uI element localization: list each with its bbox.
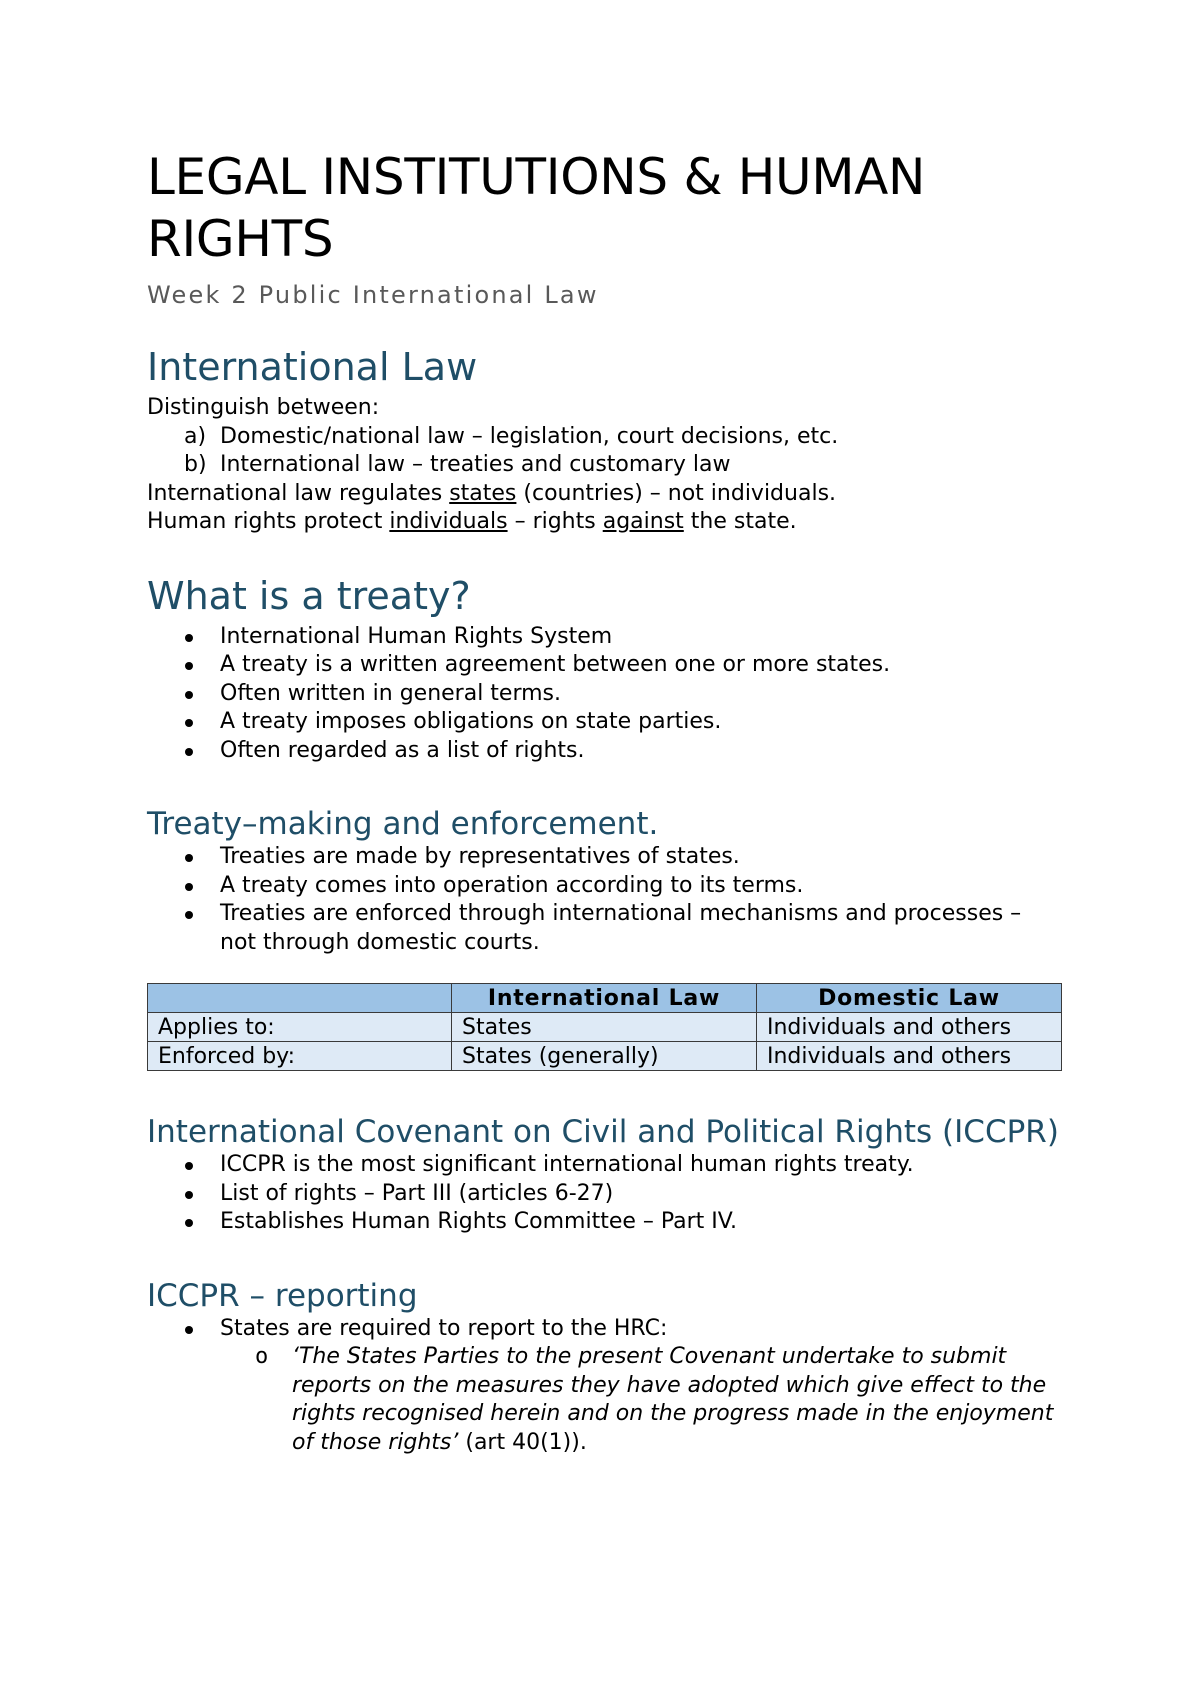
list-item-text: States are required to report to the HRC: <box>220 1315 668 1341</box>
list-item-text: International law – treaties and customary law <box>220 452 731 477</box>
law-types-list <box>147 423 1062 480</box>
list-item <box>147 423 1062 452</box>
table-row <box>148 1013 1062 1042</box>
quote-text: ‘The States Parties to the present Covenant undertake to submit reports on the measures they have adopted which give effect to the rights recognised herein and on the progress made in the enjoyment of those rights’ <box>292 1344 1054 1455</box>
bullet-icon <box>185 1326 193 1334</box>
reporting-sub-list <box>147 1343 1062 1457</box>
bullet-icon <box>185 1219 193 1227</box>
list-item <box>147 1343 1062 1457</box>
heading-iccpr-reporting: ICCPR – reporting <box>147 1277 418 1314</box>
human-rights-line <box>147 508 1062 537</box>
table-cell: States (generally) <box>452 1042 757 1071</box>
table-cell: Individuals and others <box>757 1013 1062 1042</box>
treaty-making-bullet-list <box>147 843 1062 957</box>
list-item-text: A treaty is a written agreement between one or more states. <box>220 652 891 677</box>
underlined-text: against <box>602 509 684 534</box>
list-marker: a) <box>184 423 207 449</box>
list-item <box>147 737 1062 766</box>
bullet-icon <box>185 854 193 862</box>
list-item-text: Treaties are made by representatives of states. <box>220 844 740 869</box>
text-run: International law regulates <box>147 480 450 506</box>
document-title: LEGAL INSTITUTIONS & HUMAN RIGHTS <box>147 148 926 268</box>
bullet-icon <box>185 662 193 670</box>
table-cell: Enforced by: <box>148 1042 452 1071</box>
bullet-icon <box>185 911 193 919</box>
list-item <box>147 1151 1062 1180</box>
underlined-text: individuals <box>389 509 508 534</box>
table-header-row <box>148 984 1062 1013</box>
intro-text: Distinguish between: <box>147 395 380 420</box>
underlined-text: states <box>449 480 517 506</box>
text-run: the state. <box>683 509 797 534</box>
bullet-icon <box>185 634 193 642</box>
heading-what-is-treaty: What is a treaty? <box>147 573 471 618</box>
states-regulation-line <box>147 480 1062 509</box>
list-item-text: List of rights – Part III (articles 6-27) <box>220 1180 614 1206</box>
bullet-icon <box>185 748 193 756</box>
list-item <box>147 651 1062 680</box>
table-header-cell: Domestic Law <box>757 984 1062 1013</box>
table-cell: States <box>452 1013 757 1042</box>
table-row <box>148 1042 1062 1071</box>
list-item <box>147 623 1062 652</box>
list-item-text: A treaty imposes obligations on state parties. <box>220 709 722 734</box>
table-header-cell: International Law <box>452 984 757 1013</box>
list-item <box>147 680 1062 709</box>
list-item-text: Often written in general terms. <box>220 680 562 706</box>
heading-international-law: International Law <box>147 345 478 389</box>
list-marker: b) <box>184 452 207 477</box>
list-item-text: Often regarded as a list of rights. <box>220 737 585 763</box>
table-header-cell <box>148 984 452 1013</box>
heading-treaty-making: Treaty–making and enforcement. <box>147 806 659 842</box>
list-item <box>147 1208 1062 1237</box>
citation-text: (art 40(1)). <box>458 1429 587 1455</box>
table-cell: Applies to: <box>148 1013 452 1042</box>
iccpr-bullet-list <box>147 1151 1062 1237</box>
bullet-icon <box>185 691 193 699</box>
table-cell: Individuals and others <box>757 1042 1062 1071</box>
list-item-text: Establishes Human Rights Committee – Part IV. <box>220 1209 737 1234</box>
bullet-icon <box>185 883 193 891</box>
list-item-text: Treaties are enforced through international mechanisms and processes – not through domestic courts. <box>220 901 1022 955</box>
list-item-text: Domestic/national law – legislation, court decisions, etc. <box>220 423 839 449</box>
list-item <box>147 900 1062 957</box>
document-subtitle: Week 2 Public International Law <box>147 281 599 309</box>
list-item-text: A treaty comes into operation according to its terms. <box>220 872 804 898</box>
reporting-bullet-list <box>147 1315 1062 1344</box>
list-item <box>147 1315 1062 1344</box>
text-run: – rights <box>507 509 603 534</box>
bullet-icon <box>185 719 193 727</box>
list-item <box>147 708 1062 737</box>
law-comparison-table <box>147 983 1062 1071</box>
bullet-icon <box>185 1162 193 1170</box>
list-item <box>147 872 1062 901</box>
list-item <box>147 1180 1062 1209</box>
bullet-icon <box>185 1191 193 1199</box>
list-item <box>147 843 1062 872</box>
list-item-text: ICCPR is the most significant international human rights treaty. <box>220 1152 914 1177</box>
heading-iccpr: International Covenant on Civil and Political Rights (ICCPR) <box>147 1114 1059 1150</box>
document-page <box>147 146 1062 1457</box>
treaty-bullet-list <box>147 623 1062 766</box>
text-run: (countries) – not individuals. <box>516 480 837 506</box>
list-item <box>147 451 1062 480</box>
hollow-bullet-icon: o <box>255 1344 269 1369</box>
text-run: Human rights protect <box>147 509 390 534</box>
list-item-text: International Human Rights System <box>220 623 613 649</box>
